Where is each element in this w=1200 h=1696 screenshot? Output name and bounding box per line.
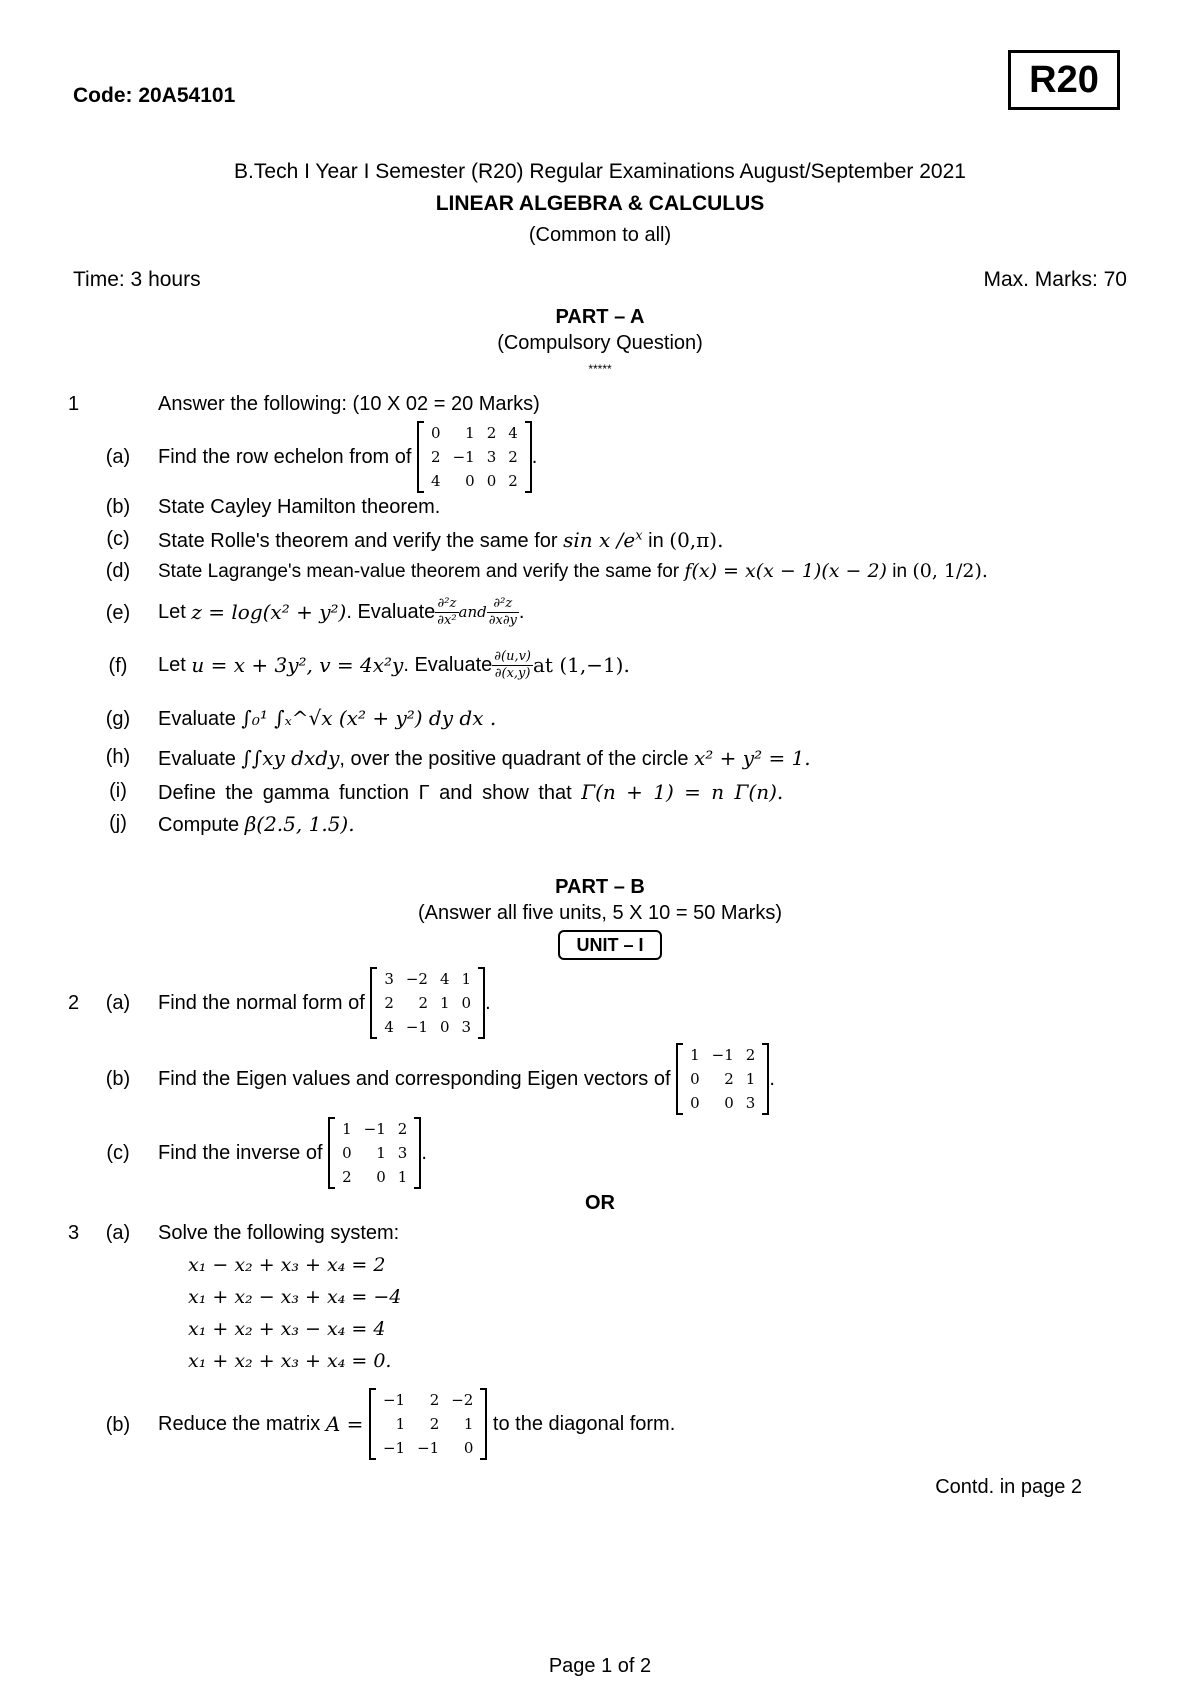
part-a-subtitle: (Compulsory Question) [497,332,703,354]
item-label: (c) [106,528,130,550]
common-note: (Common to all) [528,224,672,246]
continued-note: Contd. in page 2 [935,1476,1082,1498]
equation: x₁ − x₂ + x₃ + x₄ = 2 [188,1254,386,1276]
subject-title: LINEAR ALGEBRA & CALCULUS [435,192,765,215]
item-label: (g) [105,708,131,730]
item-label: (b) [105,1414,131,1436]
regulation-badge: R20 [1008,50,1120,110]
time-allowed: Time: 3 hours [73,268,201,291]
item-d: State Lagrange's mean-value theorem and verify the same for f(x) = x(x − 1)(x − 2) in (0, 1/2). [158,560,988,582]
matrix-a: 0 1 2 4 2 −1 3 2 4 0 0 2 [417,421,532,493]
item-label: (c) [106,1142,130,1164]
equation: x₁ + x₂ + x₃ − x₄ = 4 [188,1318,386,1340]
part-b-title: PART – B [555,876,645,898]
matrix-normal-form: 3 −2 4 1 2 2 1 0 4 −1 0 3 [370,967,485,1039]
item-label: (a) [105,1222,131,1244]
part-a-title: PART – A [555,306,645,328]
page-number: Page 1 of 2 [548,1655,652,1677]
item-label: (b) [105,1068,131,1090]
question-instruction: Answer the following: (10 X 02 = 20 Marks) [158,393,540,415]
q2-a: Find the normal form of 3 −2 4 1 2 2 1 0 4 −1 0 3 . [158,964,491,1042]
exam-title: B.Tech I Year I Semester (R20) Regular Examinations August/September 2021 [234,160,966,183]
item-e: Let z = log(x² + y²) . Evaluate $\frac{\text{∂²z}}{\text{∂x²}}$ and $\frac{\text{∂²z}}{\partial x\partial y}$ . [158,595,525,628]
or-divider: OR [585,1192,615,1214]
item-label: (j) [109,812,127,834]
item-h: Evaluate ∫∫xy dxdy, over the positive quadrant of the circle x² + y² = 1. [158,746,811,770]
equation: x₁ + x₂ + x₃ + x₄ = 0. [188,1350,392,1372]
item-b: State Cayley Hamilton theorem. [158,496,441,518]
item-c: State Rolle's theorem and verify the same for sin x $/e^x$ in (0,π). [158,528,724,552]
item-label: (b) [105,496,131,518]
q3-b: Reduce the matrix A = −1 2 −2 1 2 1 −1 −1 0 to the diagonal form. [158,1384,675,1464]
item-label: (a) [105,446,131,468]
equation: x₁ + x₂ − x₃ + x₄ = −4 [188,1286,402,1308]
item-label: (a) [105,992,131,1014]
item-a: Find the row echelon from of 0 1 2 4 2 −1 3 2 4 0 0 2 . [158,418,537,496]
item-text: Find the row echelon from of [158,445,412,468]
item-label: (e) [105,602,131,624]
unit-label: UNIT – I [558,930,662,960]
item-g: Evaluate ∫₀¹ ∫ₓ^√x (x² + y²) dy dx . [158,706,497,730]
q2-b: Find the Eigen values and corresponding Eigen vectors of 1 −1 2 0 2 1 0 0 3 . [158,1040,775,1118]
exam-code: Code: 20A54101 [73,84,236,107]
item-label: (d) [105,560,131,582]
matrix-eigen: 1 −1 2 0 2 1 0 0 3 [676,1043,769,1115]
item-j: Compute β(2.5, 1.5). [158,812,355,836]
fraction: $\frac{\partial(u,v)}{\partial(x,y)}$ [494,648,531,681]
question-number: 3 [68,1222,80,1244]
item-label: (i) [109,780,127,802]
matrix-diagonal: −1 2 −2 1 2 1 −1 −1 0 [369,1388,487,1460]
question-number: 2 [68,992,80,1014]
item-f: Let u = x + 3y², v = 4x²y . Evaluate $\frac{\partial(u,v)}{\partial(x,y)}$ at (1,−1). [158,648,630,681]
q3-a: Solve the following system: [158,1222,400,1244]
item-label: (f) [108,655,128,677]
stars-divider: ***** [588,362,612,376]
matrix-inverse: 1 −1 2 0 1 3 2 0 1 [328,1117,421,1189]
fraction: $\frac{\text{∂²z}}{\text{∂x²}}$ [437,595,457,628]
fraction: $\frac{\text{∂²z}}{\partial x\partial y}$ [488,595,517,628]
item-i: Define the gamma function Γ and show that Γ(n + 1) = n Γ(n). [158,780,784,804]
max-marks: Max. Marks: 70 [983,268,1127,291]
part-b-subtitle: (Answer all five units, 5 X 10 = 50 Marks) [417,902,783,924]
question-number: 1 [68,393,80,415]
q2-c: Find the inverse of 1 −1 2 0 1 3 2 0 1 . [158,1114,427,1192]
item-label: (h) [105,746,131,768]
